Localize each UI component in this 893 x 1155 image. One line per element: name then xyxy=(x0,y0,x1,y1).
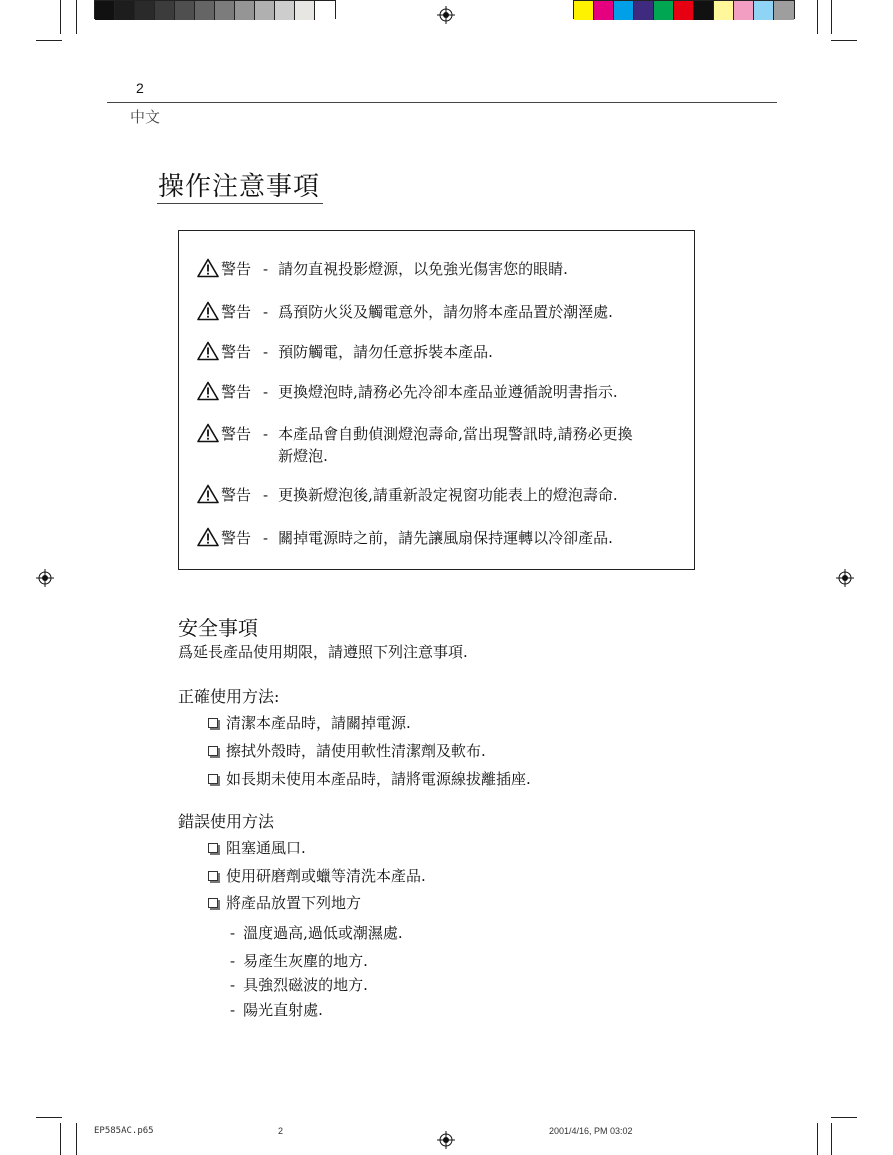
warning-text: 關掉電源時之前，請先讓風扇保持運轉以冷卻產品. xyxy=(278,529,613,547)
list-item: 如長期未使用本產品時，請將電源線拔離插座. xyxy=(208,768,531,789)
warning-dash: - xyxy=(263,260,269,278)
warning-label: 警告 xyxy=(221,343,252,361)
warning-dash: - xyxy=(263,383,269,401)
warning-box xyxy=(178,230,695,570)
safety-intro: 爲延長產品使用期限，請遵照下列注意事項. xyxy=(178,643,468,661)
warning-text: 更換燈泡時,請務必先冷卻本產品並遵循說明書指示. xyxy=(278,383,618,401)
language-label: 中文 xyxy=(130,108,161,126)
warning-triangle-icon xyxy=(197,381,219,401)
warning-dash: - xyxy=(263,303,269,321)
header-rule xyxy=(107,102,777,103)
warning-label: 警告 xyxy=(221,486,252,504)
gray-swatch xyxy=(95,1,115,20)
gray-swatch xyxy=(135,1,155,20)
footer-datetime: 2001/4/16, PM 03:02 xyxy=(549,1126,633,1136)
list-item: 阻塞通風口. xyxy=(208,837,306,858)
gray-swatch xyxy=(195,1,215,20)
warning-dash: - xyxy=(263,529,269,547)
color-swatch xyxy=(694,1,714,20)
sub-list-item: - 溫度過高,過低或潮濕處. xyxy=(230,924,403,942)
warning-label: 警告 xyxy=(221,383,252,401)
gray-swatch xyxy=(315,1,335,20)
footer-filename: EP585AC.p65 xyxy=(94,1126,154,1136)
warning-label: 警告 xyxy=(221,529,252,547)
color-swatch xyxy=(594,1,614,20)
color-swatch xyxy=(714,1,734,20)
warning-item xyxy=(197,258,677,280)
color-swatch xyxy=(654,1,674,20)
page-title: 操作注意事項 xyxy=(158,172,321,202)
warning-item xyxy=(197,484,677,506)
checkbox-bullet-icon xyxy=(208,843,218,853)
page-number: 2 xyxy=(136,80,144,96)
color-swatch xyxy=(614,1,634,20)
warning-dash: - xyxy=(263,425,269,443)
sub-list-item: - 易產生灰塵的地方. xyxy=(230,952,368,970)
registration-mark-bottom xyxy=(437,1131,455,1149)
list-item: 將產品放置下列地方 xyxy=(208,892,361,913)
color-swatch xyxy=(734,1,754,20)
checkbox-bullet-icon xyxy=(208,746,218,756)
warning-text: 本產品會自動偵測燈泡壽命,當出現警訊時,請務必更換 新燈泡. xyxy=(278,425,633,465)
color-swatch xyxy=(574,1,594,20)
warning-triangle-icon xyxy=(197,301,219,321)
checkbox-bullet-icon xyxy=(208,718,218,728)
warning-text: 更換新燈泡後,請重新設定視窗功能表上的燈泡壽命. xyxy=(278,486,618,504)
correct-usage-heading: 正確使用方法: xyxy=(178,687,280,706)
gray-swatch xyxy=(295,1,315,20)
footer-page-number: 2 xyxy=(278,1126,284,1136)
warning-dash: - xyxy=(263,343,269,361)
color-swatch xyxy=(754,1,774,20)
warning-text: 爲預防火災及觸電意外，請勿將本產品置於潮溼處. xyxy=(278,303,613,321)
safety-heading: 安全事項 xyxy=(178,616,258,640)
warning-item xyxy=(197,423,677,467)
warning-item xyxy=(197,381,677,403)
color-swatch xyxy=(674,1,694,20)
gray-swatch xyxy=(215,1,235,20)
color-swatch xyxy=(774,1,794,20)
list-item: 清潔本產品時，請關掉電源. xyxy=(208,712,411,733)
warning-text: 請勿直視投影燈源，以免強光傷害您的眼睛. xyxy=(278,260,568,278)
warning-item xyxy=(197,301,677,323)
list-item: 擦拭外殼時，請使用軟性清潔劑及軟布. xyxy=(208,740,486,761)
color-swatch xyxy=(634,1,654,20)
checkbox-bullet-icon xyxy=(208,774,218,784)
registration-mark-top xyxy=(437,6,455,24)
warning-triangle-icon xyxy=(197,258,219,278)
warning-triangle-icon xyxy=(197,484,219,504)
registration-mark-right xyxy=(836,569,854,587)
gray-swatch xyxy=(175,1,195,20)
gray-swatch xyxy=(115,1,135,20)
wrong-usage-heading: 錯誤使用方法 xyxy=(178,812,275,831)
warning-label: 警告 xyxy=(221,303,252,321)
warning-item xyxy=(197,527,677,549)
grayscale-color-bar xyxy=(94,0,336,19)
gray-swatch xyxy=(235,1,255,20)
gray-swatch xyxy=(275,1,295,20)
sub-list-item: - 具強烈磁波的地方. xyxy=(230,976,368,994)
gray-swatch xyxy=(155,1,175,20)
warning-item xyxy=(197,341,677,363)
warning-text: 預防觸電，請勿任意拆裝本產品. xyxy=(278,343,493,361)
warning-triangle-icon xyxy=(197,341,219,361)
warning-label: 警告 xyxy=(221,425,252,443)
title-underline xyxy=(157,203,323,204)
warning-triangle-icon xyxy=(197,423,219,443)
list-item: 使用研磨劑或蠟等清洗本產品. xyxy=(208,865,426,886)
cmyk-color-bar xyxy=(573,0,795,19)
checkbox-bullet-icon xyxy=(208,898,218,908)
warning-triangle-icon xyxy=(197,527,219,547)
warning-label: 警告 xyxy=(221,260,252,278)
warning-dash: - xyxy=(263,486,269,504)
sub-list-item: - 陽光直射處. xyxy=(230,1001,323,1019)
checkbox-bullet-icon xyxy=(208,871,218,881)
registration-mark-left xyxy=(36,569,54,587)
gray-swatch xyxy=(255,1,275,20)
